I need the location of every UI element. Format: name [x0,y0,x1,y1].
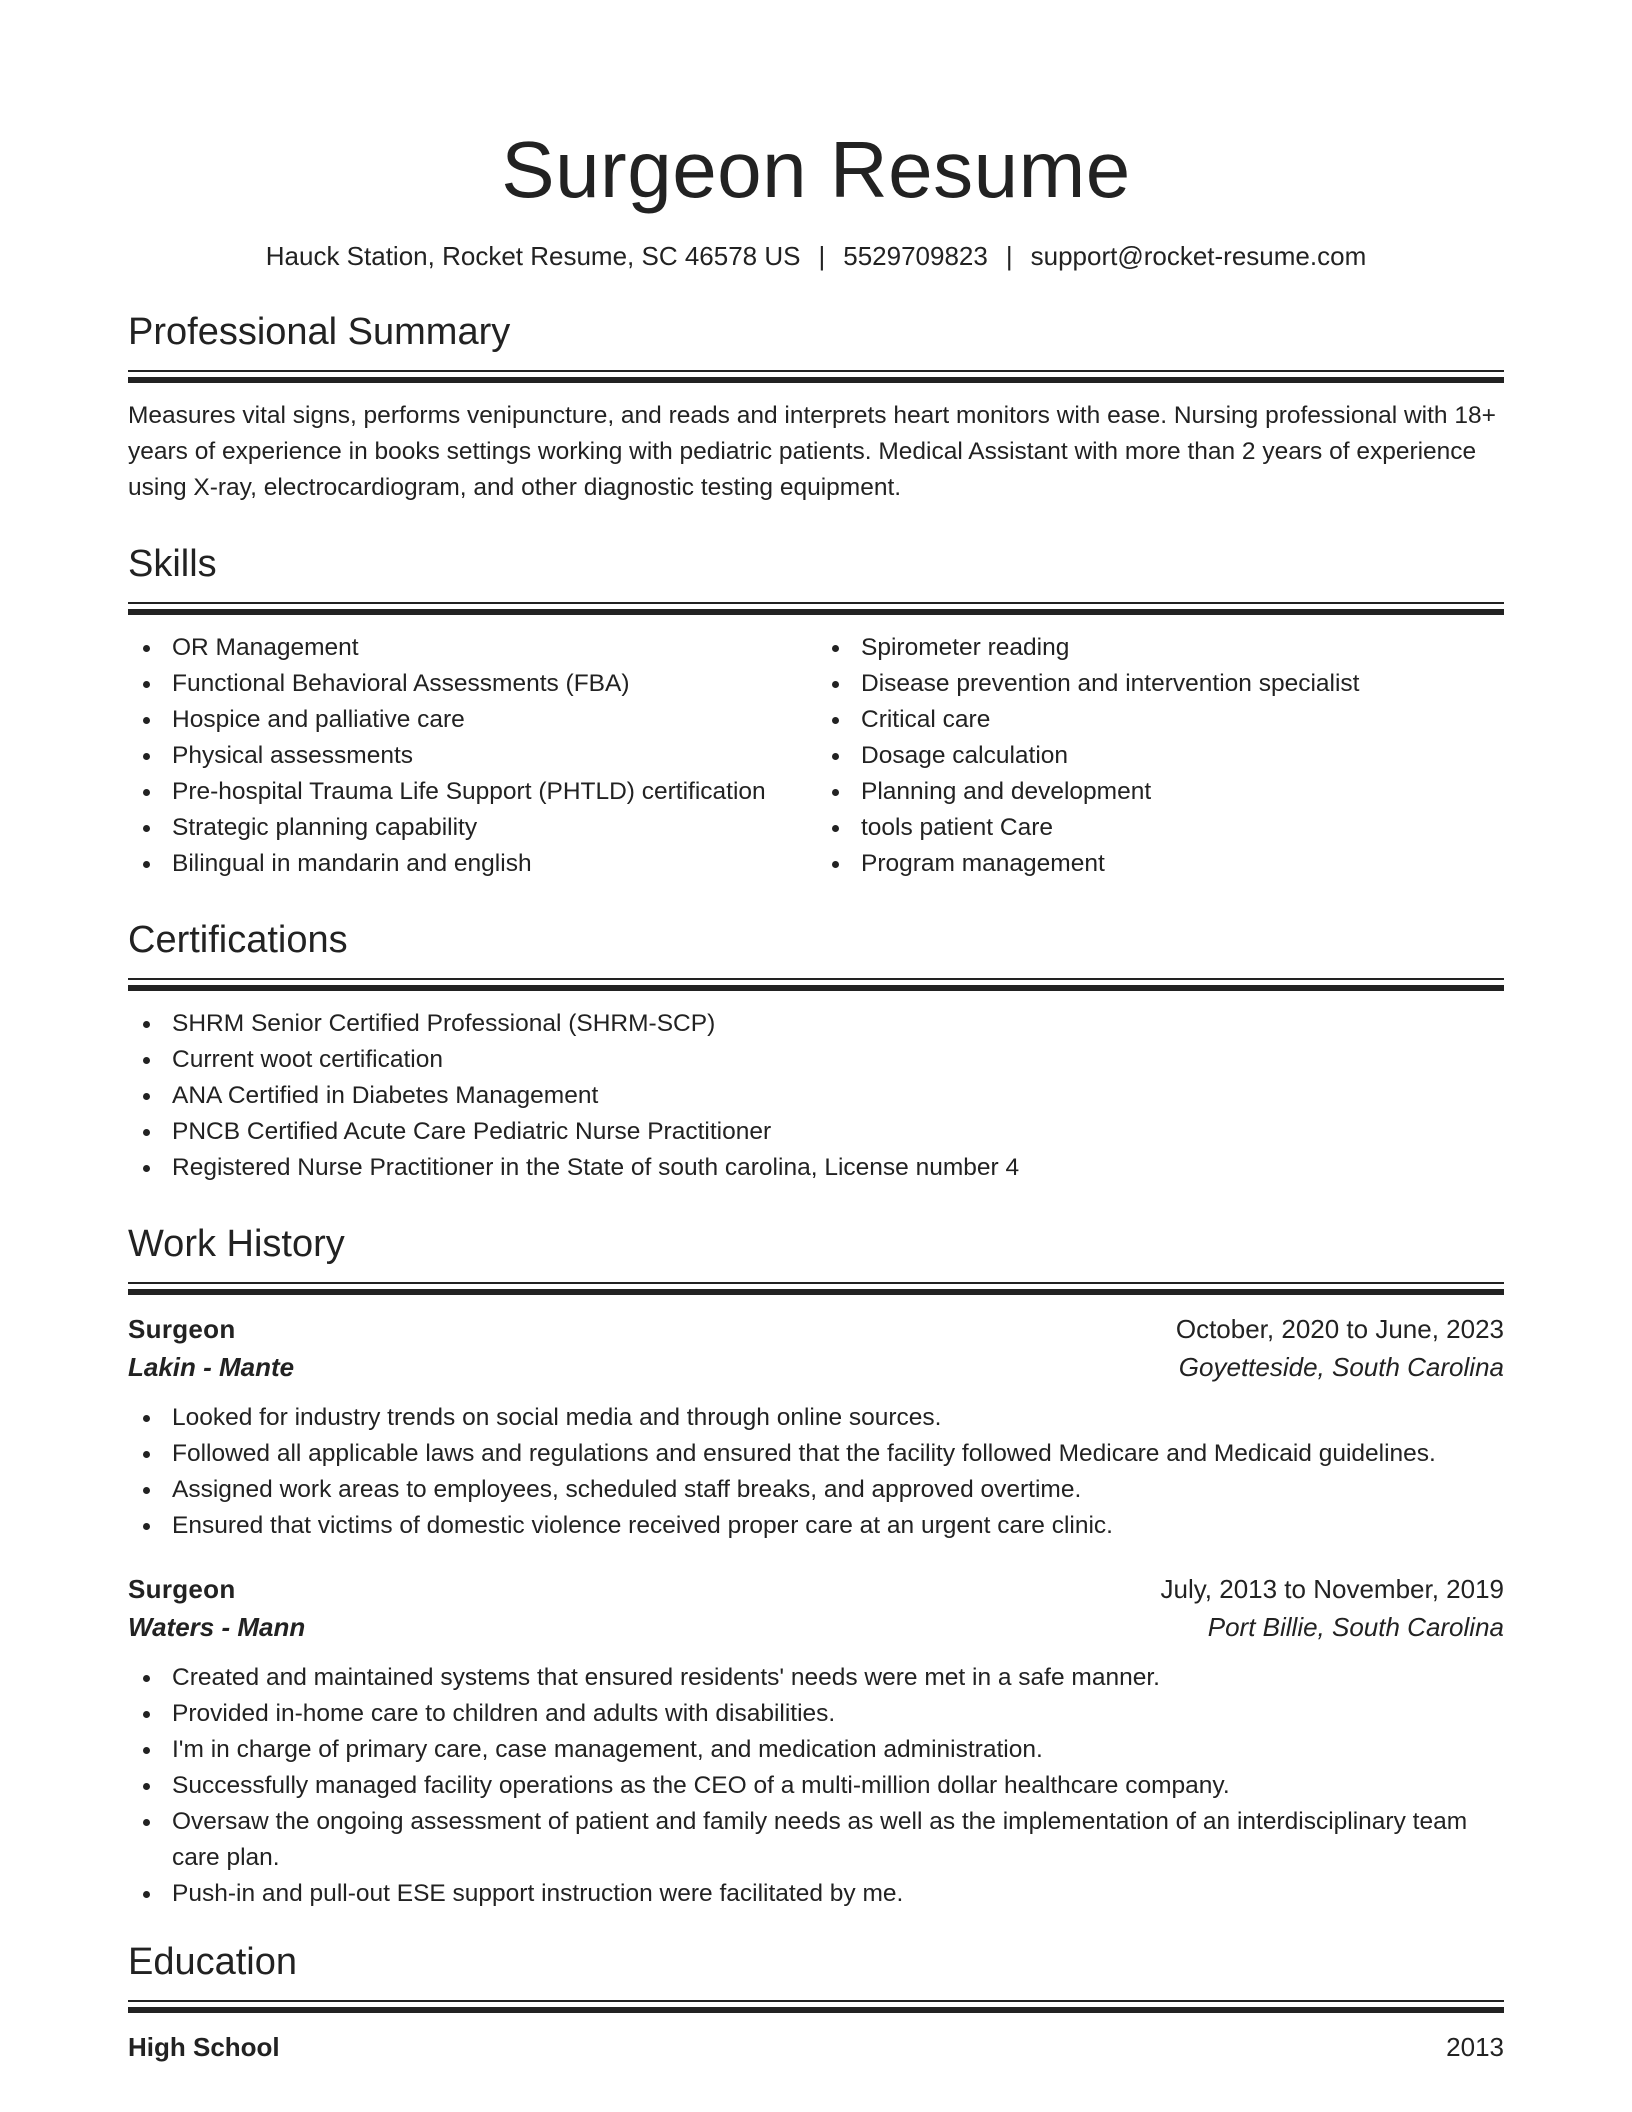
skill-item: Program management [817,846,1504,882]
work-history-section [128,1220,1504,1912]
skill-item: Functional Behavioral Assessments (FBA) [128,666,815,702]
job-duty-item: Successfully managed facility operations as the CEO of a multi-million dollar healthcare company. [128,1768,1504,1804]
skill-item: Bilingual in mandarin and english [128,846,815,882]
section-title-summary: Professional Summary [128,311,511,353]
certification-item: ANA Certified in Diabetes Management [128,1078,1504,1114]
education-entry [128,2028,1504,2066]
contact-address: Hauck Station, Rocket Resume, SC 46578 US [265,241,801,271]
skill-item: Disease prevention and intervention specialist [817,666,1504,702]
skill-item: Dosage calculation [817,738,1504,774]
certification-item: SHRM Senior Certified Professional (SHRM-SCP) [128,1006,1504,1042]
skills-section [128,540,1504,882]
job-duty-item: Created and maintained systems that ensured residents' needs were met in a safe manner. [128,1660,1504,1696]
job-duties-list [128,1400,1504,1544]
job-duty-item: Oversaw the ongoing assessment of patient and family needs as well as the implementation of an interdisciplinary team care plan. [128,1804,1504,1876]
certifications-list [128,1006,1504,1186]
summary-section [128,308,1504,506]
certification-item: Current woot certification [128,1042,1504,1078]
section-divider [128,2000,1504,2014]
skill-item: Planning and development [817,774,1504,810]
job-location: Port Billie, South Carolina [1207,1612,1504,1642]
summary-text: Measures vital signs, performs venipuncture, and reads and interprets heart monitors with ease. Nursing professional with 18+ years of experience in books settings working with pediatric patients. Medical Assistant with more than 2 years of experience using X-ray, electrocardiogram, and other diagnostic testing equipment. [128,402,1496,501]
skill-item: Critical care [817,702,1504,738]
job-dates: October, 2020 to June, 2023 [1175,1314,1504,1344]
section-title-education: Education [128,1941,298,1983]
job-duties-list [128,1660,1504,1912]
contact-line [128,238,1504,274]
skill-item: Spirometer reading [817,630,1504,666]
section-divider [128,1282,1504,1296]
job-duty-item: Followed all applicable laws and regulations and ensured that the facility followed Medicare and Medicaid guidelines. [128,1436,1504,1472]
contact-phone: 5529709823 [843,241,988,271]
job-location: Goyetteside, South Carolina [1178,1352,1504,1382]
job-title: Surgeon [128,1574,236,1604]
skill-item: Hospice and palliative care [128,702,815,738]
job-company: Waters - Mann [128,1612,306,1642]
job-subheader [128,1348,1504,1386]
job-header [128,1310,1504,1348]
skills-column-left [128,630,815,882]
skill-item: OR Management [128,630,815,666]
education-degree: High School [128,2032,280,2062]
contact-email: support@rocket-resume.com [1030,241,1367,271]
job-company: Lakin - Mante [128,1352,295,1382]
certification-item: Registered Nurse Practitioner in the State of south carolina, License number 4 [128,1150,1504,1186]
skill-item: Physical assessments [128,738,815,774]
job-duty-item: Assigned work areas to employees, scheduled staff breaks, and approved overtime. [128,1472,1504,1508]
certification-item: PNCB Certified Acute Care Pediatric Nurse Practitioner [128,1114,1504,1150]
job-duty-item: Ensured that victims of domestic violence received proper care at an urgent care clinic. [128,1508,1504,1544]
section-title-work-history: Work History [128,1223,345,1265]
resume-title: Surgeon Resume [501,125,1131,214]
section-divider [128,370,1504,384]
skills-grid [128,630,1504,882]
skill-item: Pre-hospital Trauma Life Support (PHTLD) certification [128,774,815,810]
job-duty-item: Looked for industry trends on social media and through online sources. [128,1400,1504,1436]
job-subheader [128,1608,1504,1646]
job-duty-item: Provided in-home care to children and adults with disabilities. [128,1696,1504,1732]
job-title: Surgeon [128,1314,236,1344]
section-title-certifications: Certifications [128,919,348,961]
education-section [128,1938,1504,2066]
section-divider [128,978,1504,992]
skill-item: tools patient Care [817,810,1504,846]
section-title-skills: Skills [128,543,217,585]
job-duty-item: Push-in and pull-out ESE support instruction were facilitated by me. [128,1876,1504,1912]
job-header [128,1570,1504,1608]
section-divider [128,602,1504,616]
certifications-section [128,916,1504,1186]
contact-separator: | [1005,241,1013,271]
job-dates: July, 2013 to November, 2019 [1160,1574,1504,1604]
education-year: 2013 [1446,2032,1504,2062]
contact-separator: | [818,241,826,271]
job-entry [128,1570,1504,1912]
skills-column-right [815,630,1504,882]
skill-item: Strategic planning capability [128,810,815,846]
job-duty-item: I'm in charge of primary care, case management, and medication administration. [128,1732,1504,1768]
job-entry [128,1310,1504,1544]
